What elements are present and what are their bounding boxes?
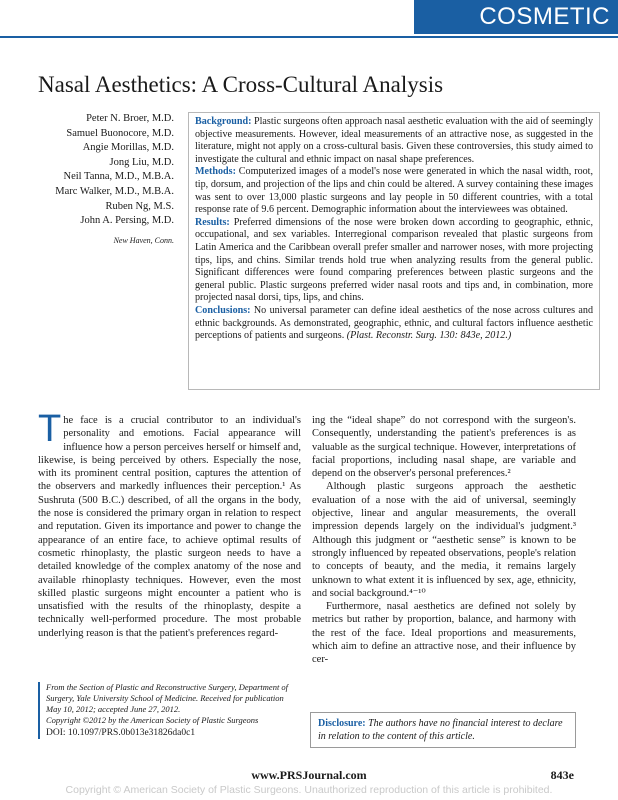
top-rule xyxy=(0,36,618,38)
methods-heading: Methods: xyxy=(195,166,236,178)
author-list xyxy=(12,112,174,248)
citation: (Plast. Reconstr. Surg. 130: 843e, 2012.) xyxy=(344,330,512,342)
disclosure-heading: Disclosure: xyxy=(318,718,366,729)
drop-cap: T xyxy=(38,408,62,450)
author: Neil Tanna, M.D., M.B.A. xyxy=(63,171,174,183)
doi: DOI: 10.1097/PRS.0b013e31826da0c1 xyxy=(46,728,196,738)
author: Ruben Ng, M.S. xyxy=(105,200,174,212)
methods-text: Computerized images of a model's nose were generated in which the nasal width, root, tip, dorsum, and projection of the lips and chin could be altered. A survey containing these images was sent to over 13,000 plastic surgeons and lay people in 50 different countries, with a total response rate of 9.6 percent. Demographic information about the interviewees was obtained. xyxy=(195,166,593,216)
article-title: Nasal Aesthetics: A Cross-Cultural Analysis xyxy=(38,72,444,97)
body-paragraph: Although plastic surgeons approach the aesthetic evaluation of a nose with the aid of universal, seemingly objective, linear and angular measurements, the overall impression depends largely on the individual's judgment.³ Although this judgment or “aesthetic sense” is known to be strongly influenced by repeated observations, people's relation to concepts of beauty, and the media, it remains largely unknown to what extent it is influenced by sex, age, ethnicity, and social background.⁴⁻¹⁰ xyxy=(312,481,576,599)
section-banner: COSMETIC xyxy=(414,0,618,34)
affiliation-footnote xyxy=(38,682,300,739)
disclosure-text: The authors have no financial interest to declare in relation to the content of this article. xyxy=(318,718,563,742)
author-location: New Haven, Conn. xyxy=(113,235,174,245)
abstract-box xyxy=(188,112,600,390)
author: Peter N. Broer, M.D. xyxy=(86,113,174,124)
paragraph-text: he face is a crucial contributor to an individual's personality and emotions. Facial appearance will influence how a person perceives herself or himself and, likewise, is being perceived by others. Especially the nose, with its prominent central position, captures the attention of the observers and markedly influences their perception.¹ As Sushruta (500 B.C.) described, of all the organs in the body, the nose is considered the primary organ in relation to respect and reputation. Given its importance and power to change the appearance of an entire face, to achieve optimal results of cosmetic rhinoplasty, the plastic surgeon needs to have a detailed knowledge of the complex anatomy of the nose and available rhinoplasty techniques. However, even the most skilled plastic surgeons might encounter a patient who is unsatisfied with the results of the rhinoplasty, despite a technically well-performed procedure. The most probable underlying reason is that the patient's preferences regard- xyxy=(38,415,301,639)
body-column-right xyxy=(312,414,576,667)
body-paragraph: Furthermore, nasal aesthetics are defined not solely by metrics but rather by proportion, balance, and harmony with the rest of the face. Ideal proportions and measurements, which aim to define an attractive nose, and their influence by cer- xyxy=(312,601,576,666)
conclusions-text: No universal parameter can define ideal aesthetics of the nose across cultures and ethnic backgrounds. As demonstrated, geographic, ethnic, and cultural factors influence aesthetic perceptions of patients and surgeons. xyxy=(195,304,593,342)
body-column-left xyxy=(38,408,301,640)
copyright-watermark: Copyright © American Society of Plastic Surgeons. Unauthorized reproduction of this article is prohibited. xyxy=(65,784,553,796)
journal-url: www.PRSJournal.com xyxy=(251,768,367,782)
page-number: 843e xyxy=(550,768,574,782)
author: Marc Walker, M.D., M.B.A. xyxy=(55,185,174,197)
author: Samuel Buonocore, M.D. xyxy=(66,127,174,139)
conclusions-heading: Conclusions: xyxy=(195,304,251,316)
author: John A. Persing, M.D. xyxy=(80,215,174,227)
body-paragraph xyxy=(38,408,301,640)
disclosure-box xyxy=(310,712,576,748)
body-paragraph: ing the “ideal shape” do not correspond with the surgeon's. Consequently, understanding the patient's preferences is as valuable as the surgical technique. However, interpretations of facial proportions, including nasal shape, are variable and depend on the observer's personal preferences.² xyxy=(312,415,576,480)
copyright-line: Copyright ©2012 by the American Society of Plastic Surgeons xyxy=(46,715,259,725)
results-heading: Results: xyxy=(195,216,230,228)
abstract-methods xyxy=(195,166,593,216)
abstract-results xyxy=(195,217,593,305)
abstract-conclusions xyxy=(195,305,593,343)
results-text: Preferred dimensions of the nose were broken down according to geographic, ethnic, occupational, and sex variables. Interregional comparison revealed that plastic surgeons from Latin America and the Caribbean overall prefer smaller and narrower noses, with more projecting tips, lips, and chins. Similar trends hold true when analyzing results from the general public. Significant differences were found comparing preferences between plastic surgeons and the general public. Plastic surgeons preferred wider nasal roots and tips and, in combination, more projected nasal dorsi, tips, lips, and chins. xyxy=(195,216,593,304)
affiliation-text: From the Section of Plastic and Reconstructive Surgery, Department of Surgery, Yale University School of Medicine. Received for publication May 10, 2012; accepted June 27, 2012. xyxy=(46,682,289,714)
abstract-background xyxy=(195,116,593,166)
background-heading: Background: xyxy=(195,116,252,127)
background-text: Plastic surgeons often approach nasal aesthetic evaluation with the aid of seemingly objective measurements. However, ideal measurements of an attractive nose, as suggested in the literature, might not apply on a cross-cultural basis. Given these controversies, this study aimed to investigate the cultural and ethnic impact on nasal shape preferences. xyxy=(195,116,593,165)
author: Jong Liu, M.D. xyxy=(109,156,174,168)
author: Angie Morillas, M.D. xyxy=(82,142,174,154)
